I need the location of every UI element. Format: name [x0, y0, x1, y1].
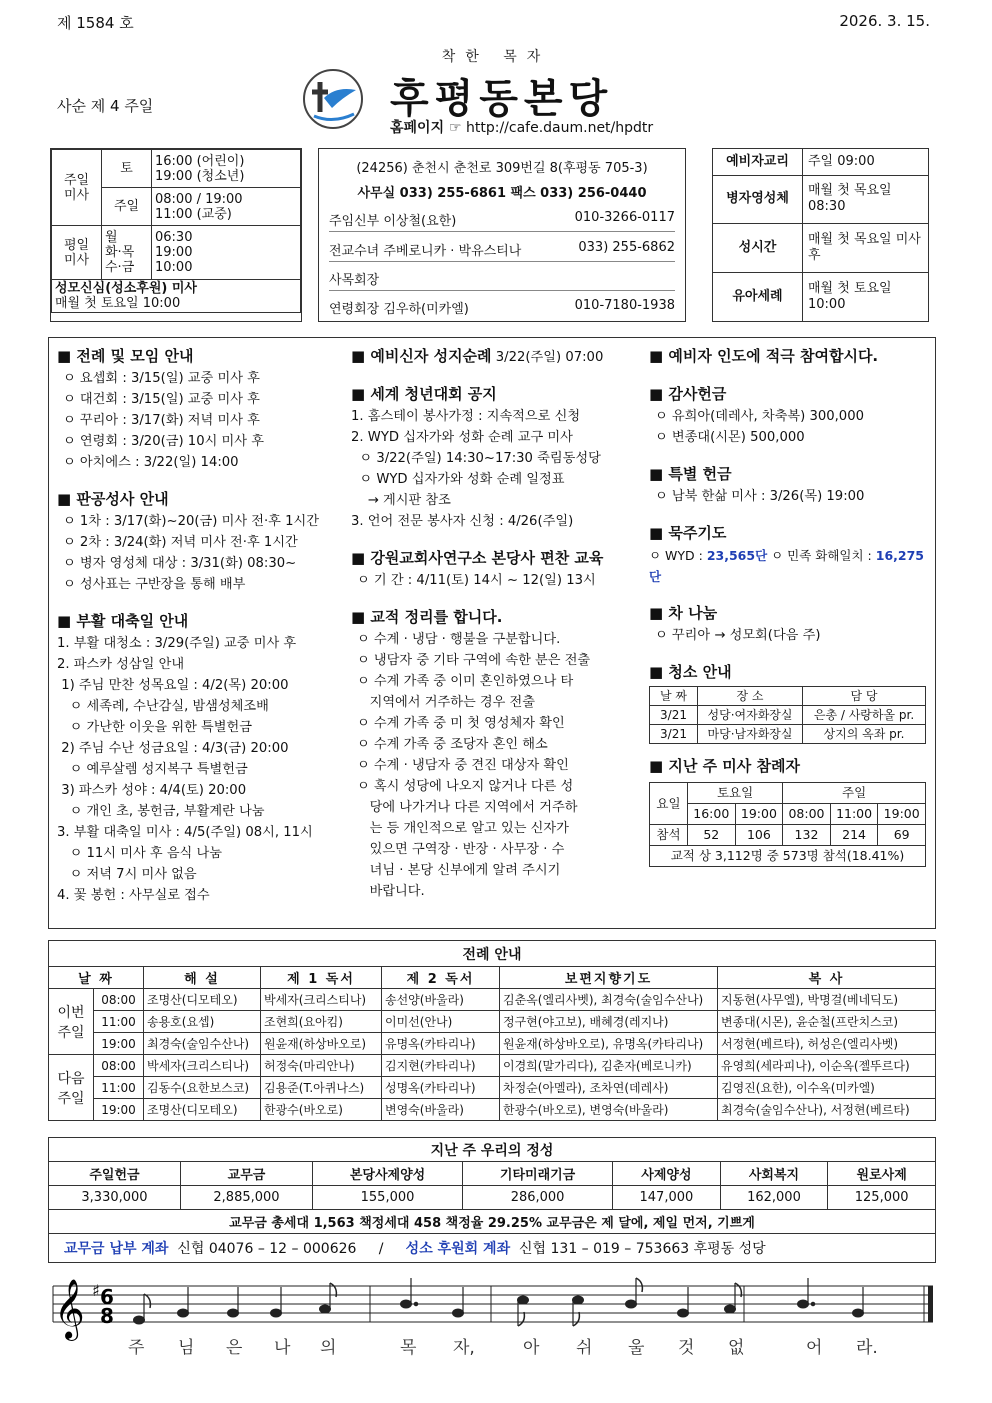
notice-list	[649, 625, 931, 646]
list-item: ㅇ 성사표는 구반장을 통해 배부	[63, 577, 246, 592]
address: (24256) 춘천시 춘천로 309번길 8(후평동 705-3)	[356, 161, 648, 176]
mass-schedule	[50, 148, 302, 322]
section-heading: ■ 묵주기도	[649, 524, 727, 542]
section-heading: ■ 전례 및 모임 안내	[57, 347, 194, 365]
section-heading: ■ 감사헌금	[649, 385, 727, 403]
issue-number: 제 1584 호	[57, 14, 134, 32]
notice-list	[351, 629, 636, 902]
list-item: ㅇ 수계 · 냉담자 중 견진 대상자 확인	[357, 758, 569, 773]
section-heading: ■ 예비신자 성지순례	[351, 347, 492, 365]
contact-funeral: 연령회장 김우하(미카엘) 010-7180-1938	[329, 298, 675, 317]
list-item: ㅇ 요셉회 : 3/15(일) 교중 미사 후	[63, 371, 260, 386]
list-item: 당에 나가거나 다른 지역에서 거주하	[357, 800, 578, 815]
list-item: ㅇ 저녁 7시 미사 없음	[57, 867, 197, 882]
sacrament-label: 유아세례	[713, 273, 803, 322]
table-row: 3/21 마당·남자화장실 상지의 옥좌 pr.	[650, 725, 926, 744]
list-item: ㅇ 1차 : 3/17(화)~20(금) 미사 전·후 1시간	[63, 514, 319, 529]
contact-pastor: 주임신부 이상철(요한) 010-3266-0117	[329, 204, 675, 232]
time-signature-top: 6	[100, 1285, 114, 1309]
table-row: 11:00 송용호(요셉) 조현희(요아킴) 이미선(안나) 정구현(야고보), 배혜경(레지나) 변종대(시몬), 윤순철(프란치스코)	[49, 1011, 936, 1033]
list-item: 3) 파스카 성야 : 4/4(토) 20:00	[57, 783, 247, 798]
special-mass: 성모신심(성소후원) 미사 매월 첫 토요일 10:00	[52, 280, 301, 313]
table-row: 11:00 김동수(요한보스코) 김용준(T.아퀴나스) 성명옥(카타리나) 차정순(아멜라), 조차연(데레사) 김영진(요한), 이수옥(미카엘)	[49, 1077, 936, 1099]
note	[453, 1309, 464, 1317]
list-item: ㅇ 변종대(시몬) 500,000	[655, 430, 805, 445]
note	[678, 1309, 689, 1317]
note	[573, 1296, 584, 1304]
liturgy-roles: 전례 안내 날 짜 해 설 제 1 독서 제 2 독서 보편지향기도 복 사 이번 주일 08:00 조명산(디모테오) 박세자(크리스티나) 송선양(바울라) 김춘옥(엘리사벳), 최경숙(술임수산나) 지동현(사무엘), 박명걸(베네딕도) 11:00 송용호(요셉) 조현희(요아킴) 이미선(안나) 정구현(야고보), 배혜경(레지나) 변종대(시몬), 윤순철(프란치스코) 19:00 최경숙(술임수산나) 원윤재(하상바오로) 유명옥(카타리나) 원윤재(하상바오로), 유명옥(카타리나) 서정현(베르타), 허성은(엘리사벳) 다음 주일 08:00 박세자(크리스티나) 허정숙(마리안나) 김지현(카타리나) 이경희(말가리다), 김춘자(베로니카) 유영희(세라피나), 이순옥(젤뚜르다) 11:00 김동수(요한보스코) 김용준(T.아퀴나스) 성명옥(카타리나) 차정순(아멜라), 조차연(데레사) 김영진(요한), 이수옥(미카엘) 19:00 조명산(디모테오) 한광수(바오로) 변영숙(바울라) 한광수(바오로), 변영숙(바울라) 최경숙(술임수산나), 서정현(베르타)	[48, 940, 936, 1130]
notices-column-2	[351, 344, 636, 902]
sun-times: 08:00 / 19:00 11:00 (교중)	[152, 188, 301, 226]
list-item: ㅇ 연령회 : 3/20(금) 10시 미사 후	[63, 434, 264, 449]
offerings: 지난 주 우리의 정성 주일헌금 교무금 본당사제양성 기타미래기금 사제양성 사회복지 원로사제 3,330,000 2,885,000 155,000 286,000 147,000 162,000 125,000 교무금 총세대 1,563 책정세대 458 책정율 29.25% 교무금은 제 달에, 제일 먼저, 기쁘게	[48, 1137, 936, 1234]
notice-list	[57, 368, 342, 473]
list-item: ㅇ 수계 가족 중 조당자 혼인 해소	[357, 737, 548, 752]
homepage-label: 홈페이지 ☞	[390, 120, 462, 136]
parish-contacts	[318, 148, 686, 322]
list-item: ㅇ 냉담자 중 기타 구역에 속한 분은 전출	[357, 653, 591, 668]
issue-date: 2026. 3. 15.	[839, 12, 930, 30]
weekday-mass-label: 평일 미사	[52, 226, 102, 280]
list-item: ㅇ 아치에스 : 3/22(일) 14:00	[63, 455, 239, 470]
lyric-syllable: 자,	[453, 1338, 475, 1358]
lyric-syllable: 목	[400, 1338, 417, 1358]
note-flag	[144, 1294, 150, 1308]
note	[134, 1316, 145, 1324]
lyric-syllable: 은	[226, 1338, 243, 1358]
list-item: 2. WYD 십자가와 성화 순례 교구 미사	[351, 430, 573, 445]
weekday-days: 월 화·목 수·금	[102, 226, 152, 280]
homepage-link[interactable]: http://cafe.daum.net/hpdtr	[465, 120, 654, 136]
lyric-syllable: 울	[628, 1338, 645, 1358]
bank-accounts: 교무금 납부 계좌 신협 04076 – 12 – 000626 / 성소 후원회 계좌 신협 131 – 019 – 753663 후평동 성당	[48, 1233, 936, 1263]
note-dot	[811, 1302, 815, 1306]
list-item: ㅇ 남북 한삶 미사 : 3/26(목) 19:00	[655, 489, 865, 504]
list-item: 2) 주님 수난 성금요일 : 4/3(금) 20:00	[57, 741, 289, 756]
section-heading: ■ 특별 헌금	[649, 465, 732, 483]
section-heading: ■ 부활 대축일 안내	[57, 612, 189, 630]
sacrament-value: 매월 첫 목요일 08:30	[803, 175, 929, 224]
section-heading: ■ 강원교회사연구소 본당사 편찬 교육	[351, 549, 604, 567]
note-flag	[518, 1312, 524, 1326]
note-flag	[573, 1312, 579, 1326]
sacrament-label: 예비자교리	[713, 149, 803, 176]
music-score	[48, 1268, 938, 1393]
table-row: 다음 주일 08:00 박세자(크리스티나) 허정숙(마리안나) 김지현(카타리나) 이경희(말가리다), 김춘자(베로니카) 유영희(세라피나), 이순옥(젤뚜르다)	[49, 1055, 936, 1077]
sun-label: 주일	[102, 188, 152, 226]
list-item: 4. 꽃 봉헌 : 사무실로 접수	[57, 888, 210, 903]
section-heading: ■ 지난 주 미사 참례자	[649, 757, 800, 775]
sat-times: 16:00 (어린이) 19:00 (청소년)	[152, 150, 301, 188]
lyric-syllable: 나	[274, 1338, 291, 1358]
list-item: 1) 주님 만찬 성목요일 : 4/2(목) 20:00	[57, 678, 289, 693]
sacrament-value: 매월 첫 토요일 10:00	[803, 273, 929, 322]
list-item: ㅇ 가난한 이웃을 위한 특별헌금	[57, 720, 252, 735]
list-item: ㅇ 꾸리아 : 3/17(화) 저녁 미사 후	[63, 413, 260, 428]
note	[853, 1309, 864, 1317]
sacrament-value: 매월 첫 목요일 미사 후	[803, 224, 929, 273]
sacrament-label: 성시간	[713, 224, 803, 273]
note	[401, 1300, 412, 1308]
list-item: 3. 부활 대축일 미사 : 4/5(주일) 08시, 11시	[57, 825, 313, 840]
list-item: 지역에서 거주하는 경우 전출	[357, 695, 536, 710]
list-item: 1. 홈스테이 봉사가정 : 지속적으로 신청	[351, 409, 581, 424]
list-item: ㅇ 대건회 : 3/15(일) 교중 미사 후	[63, 392, 260, 407]
list-item: 2. 파스카 성삼일 안내	[57, 657, 185, 672]
lyric-syllable: 쉬	[576, 1338, 593, 1358]
treble-clef-icon: 𝄞	[54, 1279, 85, 1339]
lyric-syllable: 의	[320, 1338, 337, 1358]
bulletin-title: 후평동본당	[390, 76, 614, 122]
list-item: 바랍니다.	[357, 884, 425, 899]
note	[228, 1309, 239, 1317]
list-item: 3. 언어 전문 봉사자 신청 : 4/26(주일)	[351, 514, 574, 529]
lyric-syllable: 아	[523, 1338, 540, 1358]
section-heading: ■ 예비자 인도에 적극 참여합시다.	[649, 347, 879, 365]
notice-list	[649, 486, 931, 507]
table-row: 19:00 최경숙(술임수산나) 원윤재(하상바오로) 유명옥(카타리나) 원윤재(하상바오로), 유명옥(카타리나) 서정현(베르타), 허성은(엘리사벳)	[49, 1033, 936, 1055]
lyric-syllable: 것	[678, 1338, 695, 1358]
list-item: ㅇ 개인 초, 봉헌금, 부활계란 나눔	[57, 804, 265, 819]
liturgy-title: 전례 안내	[49, 941, 936, 967]
list-item: ㅇ 예루살렘 성지복구 특별헌금	[57, 762, 248, 777]
rosary-count: ㅇ WYD : 23,565단 ㅇ 민족 화해일치 : 16,275단	[649, 548, 924, 584]
time-signature-bottom: 8	[100, 1304, 114, 1328]
notice-list	[351, 570, 636, 591]
offering-title: 지난 주 우리의 정성	[49, 1138, 936, 1162]
list-item: ㅇ 기 간 : 4/11(토) 14시 ~ 12(일) 13시	[357, 573, 596, 588]
table-row: 3,330,000 2,885,000 155,000 286,000 147,000 162,000 125,000	[49, 1186, 936, 1210]
table-row: 3/21 성당·여자화장실 은총 / 사랑하올 pr.	[650, 706, 926, 725]
notice-list	[649, 406, 931, 448]
note-dot	[414, 1302, 418, 1306]
section-heading: ■ 청소 안내	[649, 663, 732, 681]
office-phone: 사무실 033) 255-6861 팩스 033) 256-0440	[357, 186, 647, 201]
pilgrimage-date: 3/22(주일) 07:00	[495, 350, 604, 365]
parish-logo	[302, 68, 364, 130]
homepage	[390, 117, 653, 137]
sacraments-schedule	[712, 148, 929, 322]
section-heading: ■ 차 나눔	[649, 604, 718, 622]
lyric-syllable: 님	[178, 1338, 195, 1358]
notices-box	[48, 337, 936, 929]
notices-column-1	[57, 344, 342, 906]
note-flag	[636, 1278, 642, 1292]
note	[178, 1309, 189, 1317]
cleaning-table: 날 짜 장 소 담 당 3/21 성당·여자화장실 은총 / 사랑하올 pr. 3/21 마당·남자화장실 상지의 옥좌 pr.	[649, 686, 926, 744]
sacrament-value: 주일 09:00	[803, 149, 929, 176]
note	[518, 1296, 529, 1304]
list-item: → 게시판 참조	[351, 493, 451, 508]
table-row: 19:00 조명산(디모테오) 한광수(바오로) 변영숙(바울라) 한광수(바오로), 변영숙(바울라) 최경숙(술임수산나), 서정현(베르타)	[49, 1099, 936, 1121]
list-item: ㅇ 혹시 성당에 나오지 않거나 다른 성	[357, 779, 574, 794]
section-heading: ■ 세계 청년대회 공지	[351, 385, 497, 403]
note	[798, 1300, 809, 1308]
offering-summary: 교무금 총세대 1,563 책정세대 458 책정율 29.25% 교무금은 제 달에, 제일 먼저, 기쁘게	[49, 1210, 936, 1234]
sacrament-label: 병자영성체	[713, 175, 803, 224]
notice-list	[351, 406, 636, 532]
list-item: 있으면 구역장 · 반장 · 사무장 · 수	[357, 842, 565, 857]
sat-label: 토	[102, 150, 152, 188]
lyric-syllable: 없	[728, 1338, 745, 1358]
table-row: 이번 주일 08:00 조명산(디모테오) 박세자(크리스티나) 송선양(바울라) 김춘옥(엘리사벳), 최경숙(술임수산나) 지동현(사무엘), 박명걸(베네딕도)	[49, 989, 936, 1011]
list-item: ㅇ 꾸리아 → 성모회(다음 주)	[655, 628, 821, 643]
list-item: ㅇ 유희아(데레사, 차축복) 300,000	[655, 409, 864, 424]
list-item: ㅇ 수계 가족 중 미 첫 영성체자 확인	[357, 716, 565, 731]
lyric-syllable: 어	[806, 1338, 823, 1358]
contact-sisters: 전교수녀 주베로니카 · 박유스티나 033) 255-6862	[329, 234, 675, 262]
list-item: ㅇ 수계 가족 중 이미 혼인하였으나 타	[357, 674, 574, 689]
notices-column-3	[649, 344, 931, 867]
list-item: ㅇ 3/22(주일) 14:30~17:30 죽림동성당	[351, 451, 601, 466]
attendance-table: 요일 토요일 주일 16:00 19:00 08:00 11:00 19:00 참석 52 106 132 214 69 교적 상 3,112명 중 573명 참석(18.41%)	[649, 782, 926, 867]
lyric-syllable: 라.	[856, 1338, 878, 1358]
liturgical-week: 사순 제 4 주일	[57, 97, 154, 115]
section-heading: ■ 교적 정리를 합니다.	[351, 608, 503, 626]
contact-council: 사목회장	[329, 263, 675, 291]
weekday-times: 06:30 19:00 10:00	[152, 226, 301, 280]
list-item: ㅇ 병자 영성체 대상 : 3/31(화) 08:30~	[63, 556, 297, 571]
list-item: 는 등 개인적으로 알고 있는 신자가	[357, 821, 569, 836]
list-item: 녀님 · 본당 신부에게 알려 주시기	[357, 863, 561, 878]
list-item: ㅇ 2차 : 3/24(화) 저녁 미사 전·후 1시간	[63, 535, 298, 550]
list-item: ㅇ WYD 십자가와 성화 순례 일정표	[351, 472, 565, 487]
notice-list	[57, 633, 342, 906]
note	[320, 1305, 331, 1313]
note	[626, 1300, 637, 1308]
bulletin-subtitle: 착한 목자	[441, 49, 551, 65]
list-item: ㅇ 11시 미사 후 음식 나눔	[57, 846, 222, 861]
list-item: ㅇ 수계 · 냉담 · 행불을 구분합니다.	[357, 632, 561, 647]
lyric-syllable: 주	[128, 1338, 145, 1358]
list-item: ㅇ 세족례, 수난감실, 밤샘성체조배	[57, 699, 269, 714]
section-heading: ■ 판공성사 안내	[57, 490, 169, 508]
notice-list	[57, 511, 342, 595]
note	[725, 1305, 736, 1313]
list-item: 1. 부활 대청소 : 3/29(주일) 교중 미사 후	[57, 636, 297, 651]
note	[271, 1309, 282, 1317]
sunday-mass-label: 주일 미사	[52, 150, 102, 226]
sharp-icon: ♯	[92, 1281, 100, 1300]
